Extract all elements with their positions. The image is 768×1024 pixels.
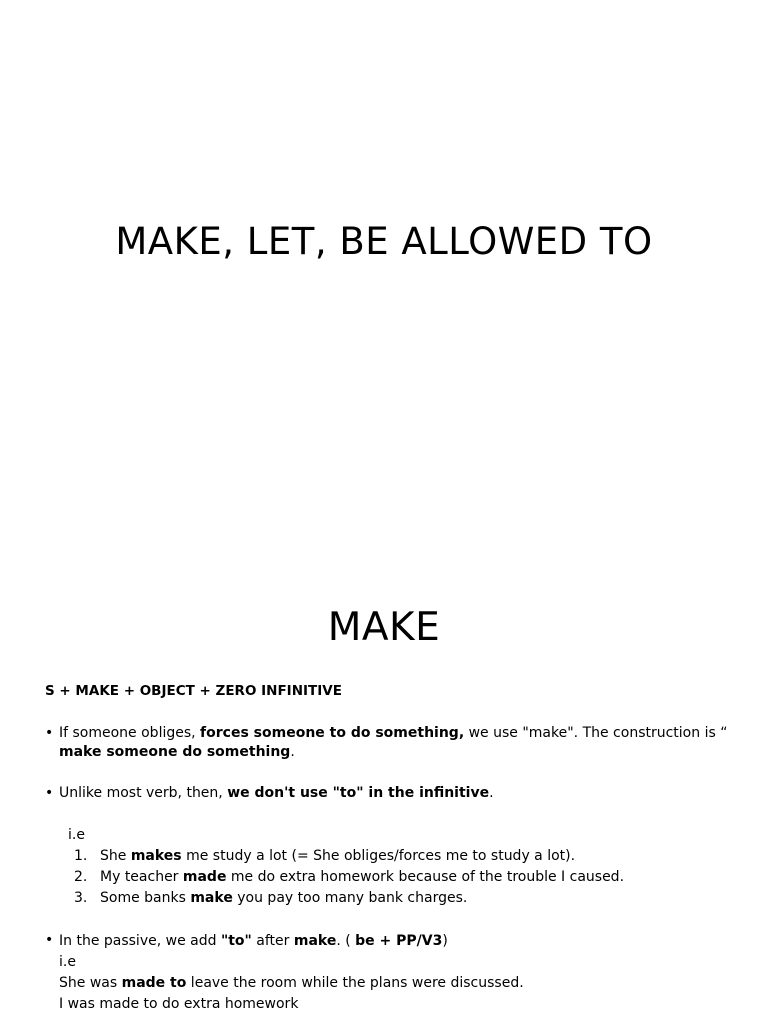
text-run: you pay too many bank charges. [232,890,468,906]
text-run: we use "make". The construction is “ [464,725,728,741]
bold-run: we don't use "to" in the infinitive [227,785,490,801]
text-run: after [251,933,294,949]
text-run: Some banks [100,890,191,906]
example-number: 3. [74,890,88,906]
make-slide [0,576,768,1024]
grammar-formula: S + MAKE + OBJECT + ZERO INFINITIVE [45,683,342,699]
bold-run: make [293,933,337,949]
bold-run: "to" [220,933,252,949]
ie-label: i.e [68,827,85,843]
passive-example-1 [59,973,725,994]
text-run: ) [442,933,448,949]
text-run: . [489,785,494,801]
bold-run: makes [130,848,182,864]
example-item [70,888,624,909]
bold-run: forces someone to do something, [200,725,465,741]
bullet-no-to [45,784,725,803]
bullet-make-obliges [45,724,728,762]
bold-run: made [182,869,227,885]
bullet-dot: • [45,785,54,801]
example-number: 2. [74,869,88,885]
bold-run: make [190,890,233,906]
ie-label: i.e [59,954,76,970]
example-item [70,867,624,888]
text-run: My teacher [100,869,183,885]
bold-run: make someone do something [59,744,291,760]
example-number: 1. [74,848,88,864]
bullet-dot: • [45,725,54,741]
bullet-line [59,743,725,762]
text-run: me study a lot (= She obliges/forces me to study a lot). [181,848,576,864]
section-title: MAKE [327,605,441,650]
text-run: leave the room while the plans were discussed. [186,975,524,991]
text-run: me do extra homework because of the trouble I caused. [226,869,625,885]
bullet-body [59,724,728,762]
text-run: Unlike most verb, then, [59,785,228,801]
bullet-dot: • [45,932,54,948]
bullet-line [59,724,728,743]
example-item [70,846,624,867]
bold-run: made to [121,975,187,991]
bullet-body [59,931,725,1015]
bullet-passive [45,931,725,1015]
passive-example-2: I was made to do extra homework [59,996,299,1012]
text-run: In the passive, we add [59,933,221,949]
text-run: She was [59,975,122,991]
text-run: . ( [336,933,356,949]
bullet-line [59,931,725,952]
bullet-line [59,784,725,803]
text-run: . [290,744,295,760]
deck-title: MAKE, LET, BE ALLOWED TO [115,220,653,263]
text-run: She [100,848,131,864]
bold-run: be + PP/V3 [355,933,443,949]
example-list [70,846,624,909]
text-run: If someone obliges, [59,725,201,741]
bullet-body [59,784,725,803]
